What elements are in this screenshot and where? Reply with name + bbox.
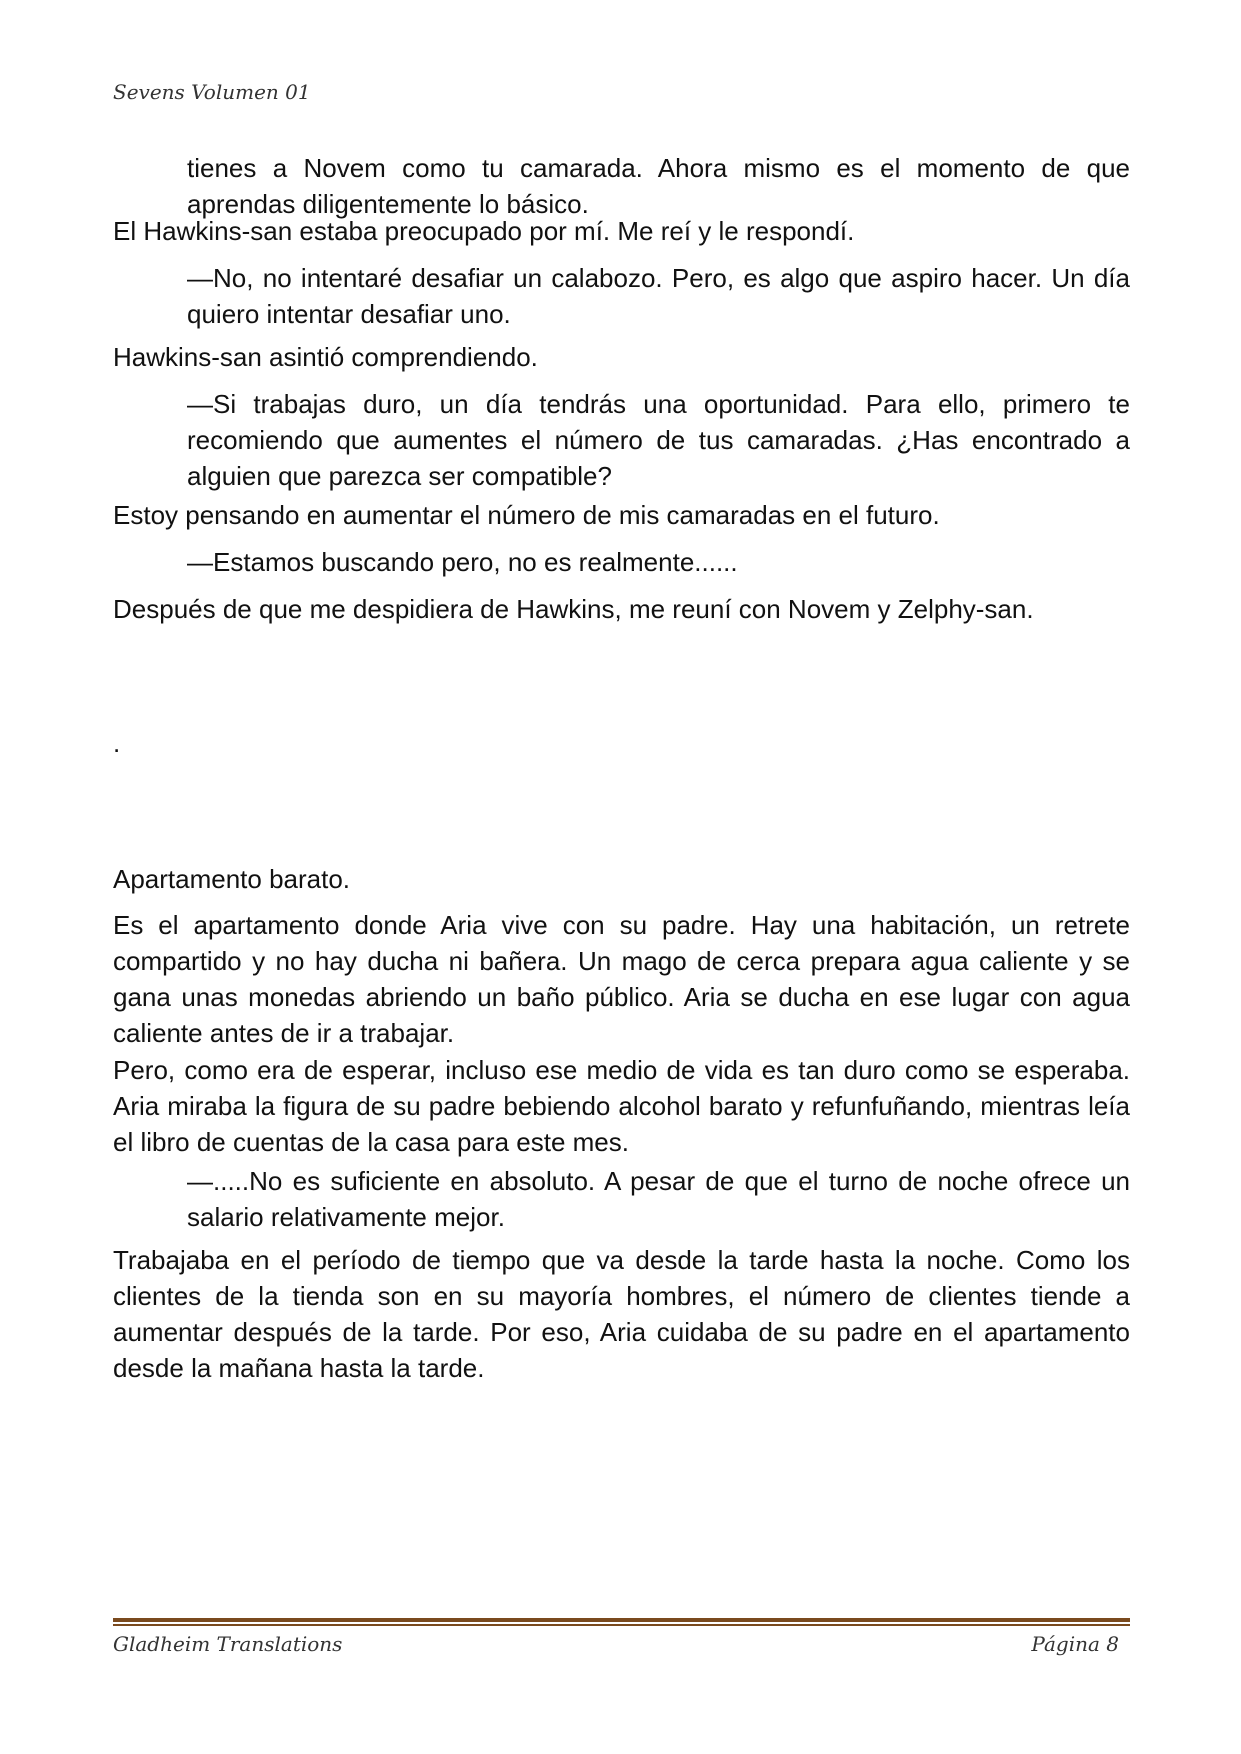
paragraph: Es el apartamento donde Aria vive con su padre. Hay una habitación, un retrete compartido y no hay ducha ni bañera. Un mago de cerca prepara agua caliente y se gana unas monedas abriendo un baño público. Aria se ducha en ese lugar con agua caliente antes de ir a trabajar. [113,910,1130,1048]
paragraph-dialogue: tienes a Novem como tu camarada. Ahora mismo es el momento de que aprendas diligentemente lo básico. [187,153,1130,219]
scene-break: . [113,728,121,758]
paragraph: Hawkins-san asintió comprendiendo. [113,342,538,372]
footer-divider [113,1618,1130,1622]
paragraph-dialogue: —No, no intentaré desafiar un calabozo. Pero, es algo que aspiro hacer. Un día quiero intentar desafiar uno. [187,263,1130,329]
footer-divider-thin [113,1624,1130,1626]
running-header: Sevens Volumen 01 [113,80,311,104]
paragraph: Estoy pensando en aumentar el número de mis camaradas en el futuro. [113,500,940,530]
paragraph: Pero, como era de esperar, incluso ese medio de vida es tan duro como se esperaba. Aria miraba la figura de su padre bebiendo alcohol barato y refunfuñando, mientras leía el libro de cuentas de la casa para este mes. [113,1055,1130,1157]
paragraph-dialogue: —Si trabajas duro, un día tendrás una oportunidad. Para ello, primero te recomiendo que aumentes el número de tus camaradas. ¿Has encontrado a alguien que parezca ser compatible? [187,389,1130,491]
paragraph: Trabajaba en el período de tiempo que va desde la tarde hasta la noche. Como los clientes de la tienda son en su mayoría hombres, el número de clientes tiende a aumentar después de la tarde. Por eso, Aria cuidaba de su padre en el apartamento desde la mañana hasta la tarde. [113,1245,1130,1383]
paragraph-dialogue: —Estamos buscando pero, no es realmente...... [187,547,738,577]
paragraph-dialogue: —.....No es suficiente en absoluto. A pesar de que el turno de noche ofrece un salario relativamente mejor. [187,1166,1130,1232]
paragraph: El Hawkins-san estaba preocupado por mí. Me reí y le respondí. [113,216,855,246]
paragraph: Después de que me despidiera de Hawkins, me reuní con Novem y Zelphy-san. [113,594,1034,624]
page-number: Página 8 [1031,1632,1119,1656]
paragraph: Apartamento barato. [113,864,351,894]
footer-publisher: Gladheim Translations [113,1632,343,1656]
